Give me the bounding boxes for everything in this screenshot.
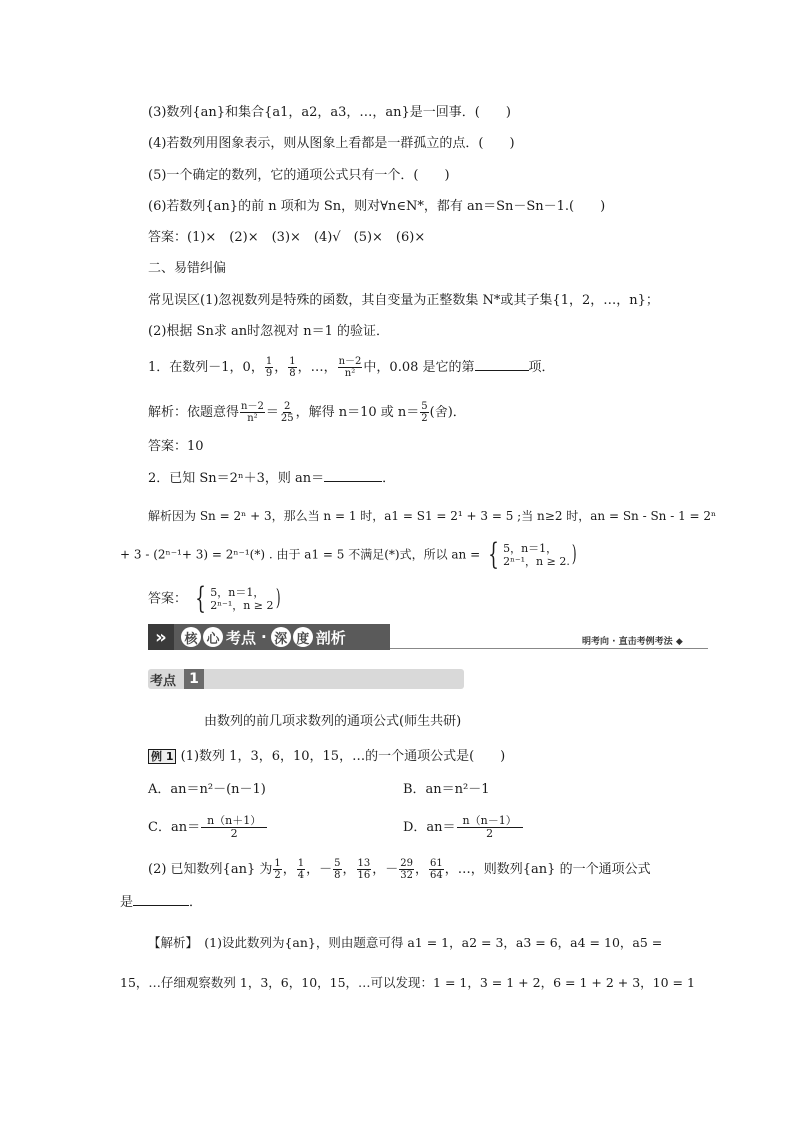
example-1-part-2-line-2: 是 ． — [120, 895, 203, 910]
answer-blank — [324, 481, 382, 482]
judgment-3: (3)数列{an}和集合{a1，a2，a3，…，an}是一回事．( ) — [148, 105, 511, 120]
problem-2-stem: 2．已知 Sn＝2ⁿ＋3，则 an＝ ． — [148, 471, 396, 486]
judgment-answer: 答案：(1)× (2)× (3)× (4)√ (5)× (6)× — [148, 230, 426, 245]
option-a: A．an＝n²－(n－1) — [148, 782, 266, 797]
fraction: $\frac{n-2}{\text{n²}}$ — [338, 356, 362, 379]
problem-1-answer: 答案：10 — [148, 439, 204, 454]
fraction: $\frac{1}{8}$ — [289, 356, 296, 379]
problem-1-stem: 1．在数列－1，0， $\frac{1}{9}$ ， $\frac{1}{8}$ ，…， $\frac{n-2}{\text{n²}}$ 中，0.08 是它的第 项． — [148, 356, 555, 379]
section-rule — [390, 648, 708, 649]
example-1-part-2: (2) 已知数列{an} 为 $\frac{1}{2}$ ， $\frac{1}{4}$ ，－ $\frac{5}{8}$ ， $\frac{13}{16}$ ，－ $\frac{29}{32}$ ， $\frac{61}{64}$ ，…，则数列{an} 的一个通项公式 — [148, 858, 651, 881]
kaodian-number: 1 — [184, 669, 204, 689]
judgment-6: (6)若数列{an}的前 n 项和为 Sn，则对∀n∈N*，都有 an＝Sn－Sn－1.( ) — [148, 199, 606, 214]
answer-blank — [133, 905, 189, 906]
chevron-right-icon: » — [148, 624, 174, 650]
section-banner: » 核 心 考点 · 深 度 剖析 — [148, 624, 390, 650]
analysis-line-2: 15，…仔细观察数列 1，3，6，10，15，…可以发现：1 = 1，3 = 1 + 2，6 = 1 + 2 + 3，10 = 1 — [120, 975, 695, 990]
kaodian-label: 考点 — [150, 674, 177, 689]
common-error-2: (2)根据 Sn求 an时忽视对 n＝1 的验证． — [148, 324, 389, 339]
judgment-4: (4)若数列用图象表示，则从图象上看都是一群孤立的点．( ) — [148, 136, 515, 151]
section-subtitle: 明考向 · 直击考例考法 ◆ — [582, 637, 683, 647]
example-tag: 例 1 — [148, 749, 176, 764]
answer-blank — [475, 370, 529, 371]
example-1-stem: 例 1 (1)数列 1，3，6，10，15，…的一个通项公式是( ) — [148, 748, 505, 766]
problem-2-solution-line-1: 解析因为 Sn = 2ⁿ + 3，那么当 n = 1 时，a1 = S1 = 2¹ + 3 = 5 ;当 n≥2 时，an = Sn - Sn - 1 = 2ⁿ — [148, 509, 717, 523]
section-heading: 二、易错纠偏 — [148, 261, 227, 276]
problem-2-solution-line-2: + 3 - (2ⁿ⁻¹+ 3) = 2ⁿ⁻¹(*) . 由于 a1 = 5 不满足(*)式，所以 an = { 5，n＝1， 2ⁿ⁻¹，n ≥ 2. ) — [120, 537, 577, 572]
option-b: B．an＝n²－1 — [403, 782, 490, 797]
kaodian-title: 由数列的前几项求数列的通项公式(师生共研) — [204, 714, 462, 729]
judgment-5: (5)一个确定的数列，它的通项公式只有一个．( ) — [148, 168, 450, 183]
piecewise-brace: { 5，n＝1， 2ⁿ⁻¹，n ≥ 2. ) — [488, 537, 577, 572]
common-error-1: 常见误区(1)忽视数列是特殊的函数，其自变量为正整数集 N*或其子集{1，2，…，n}； — [148, 293, 659, 308]
option-c: C．an＝ $\frac{n(n+1)}{2}$ — [148, 815, 268, 840]
fraction: $\frac{1}{9}$ — [265, 356, 273, 379]
problem-1-solution: 解析：依题意得 $\frac{n-2}{\text{n²}}$ ＝ $\frac{2}{25}$ ，解得 n＝10 或 n＝ $\frac{5}{2}$ (舍)． — [148, 401, 466, 424]
problem-2-answer: 答案： { 5，n＝1， 2ⁿ⁻¹，n ≥ 2 ) — [148, 581, 281, 616]
analysis-line-1: 【解析】 (1)设此数列为{an}，则由题意可得 a1 = 1，a2 = 3，a3 = 6，a4 = 10，a5 = — [148, 935, 663, 950]
option-d: D．an＝ $\frac{n(n-1)}{2}$ — [403, 815, 524, 840]
